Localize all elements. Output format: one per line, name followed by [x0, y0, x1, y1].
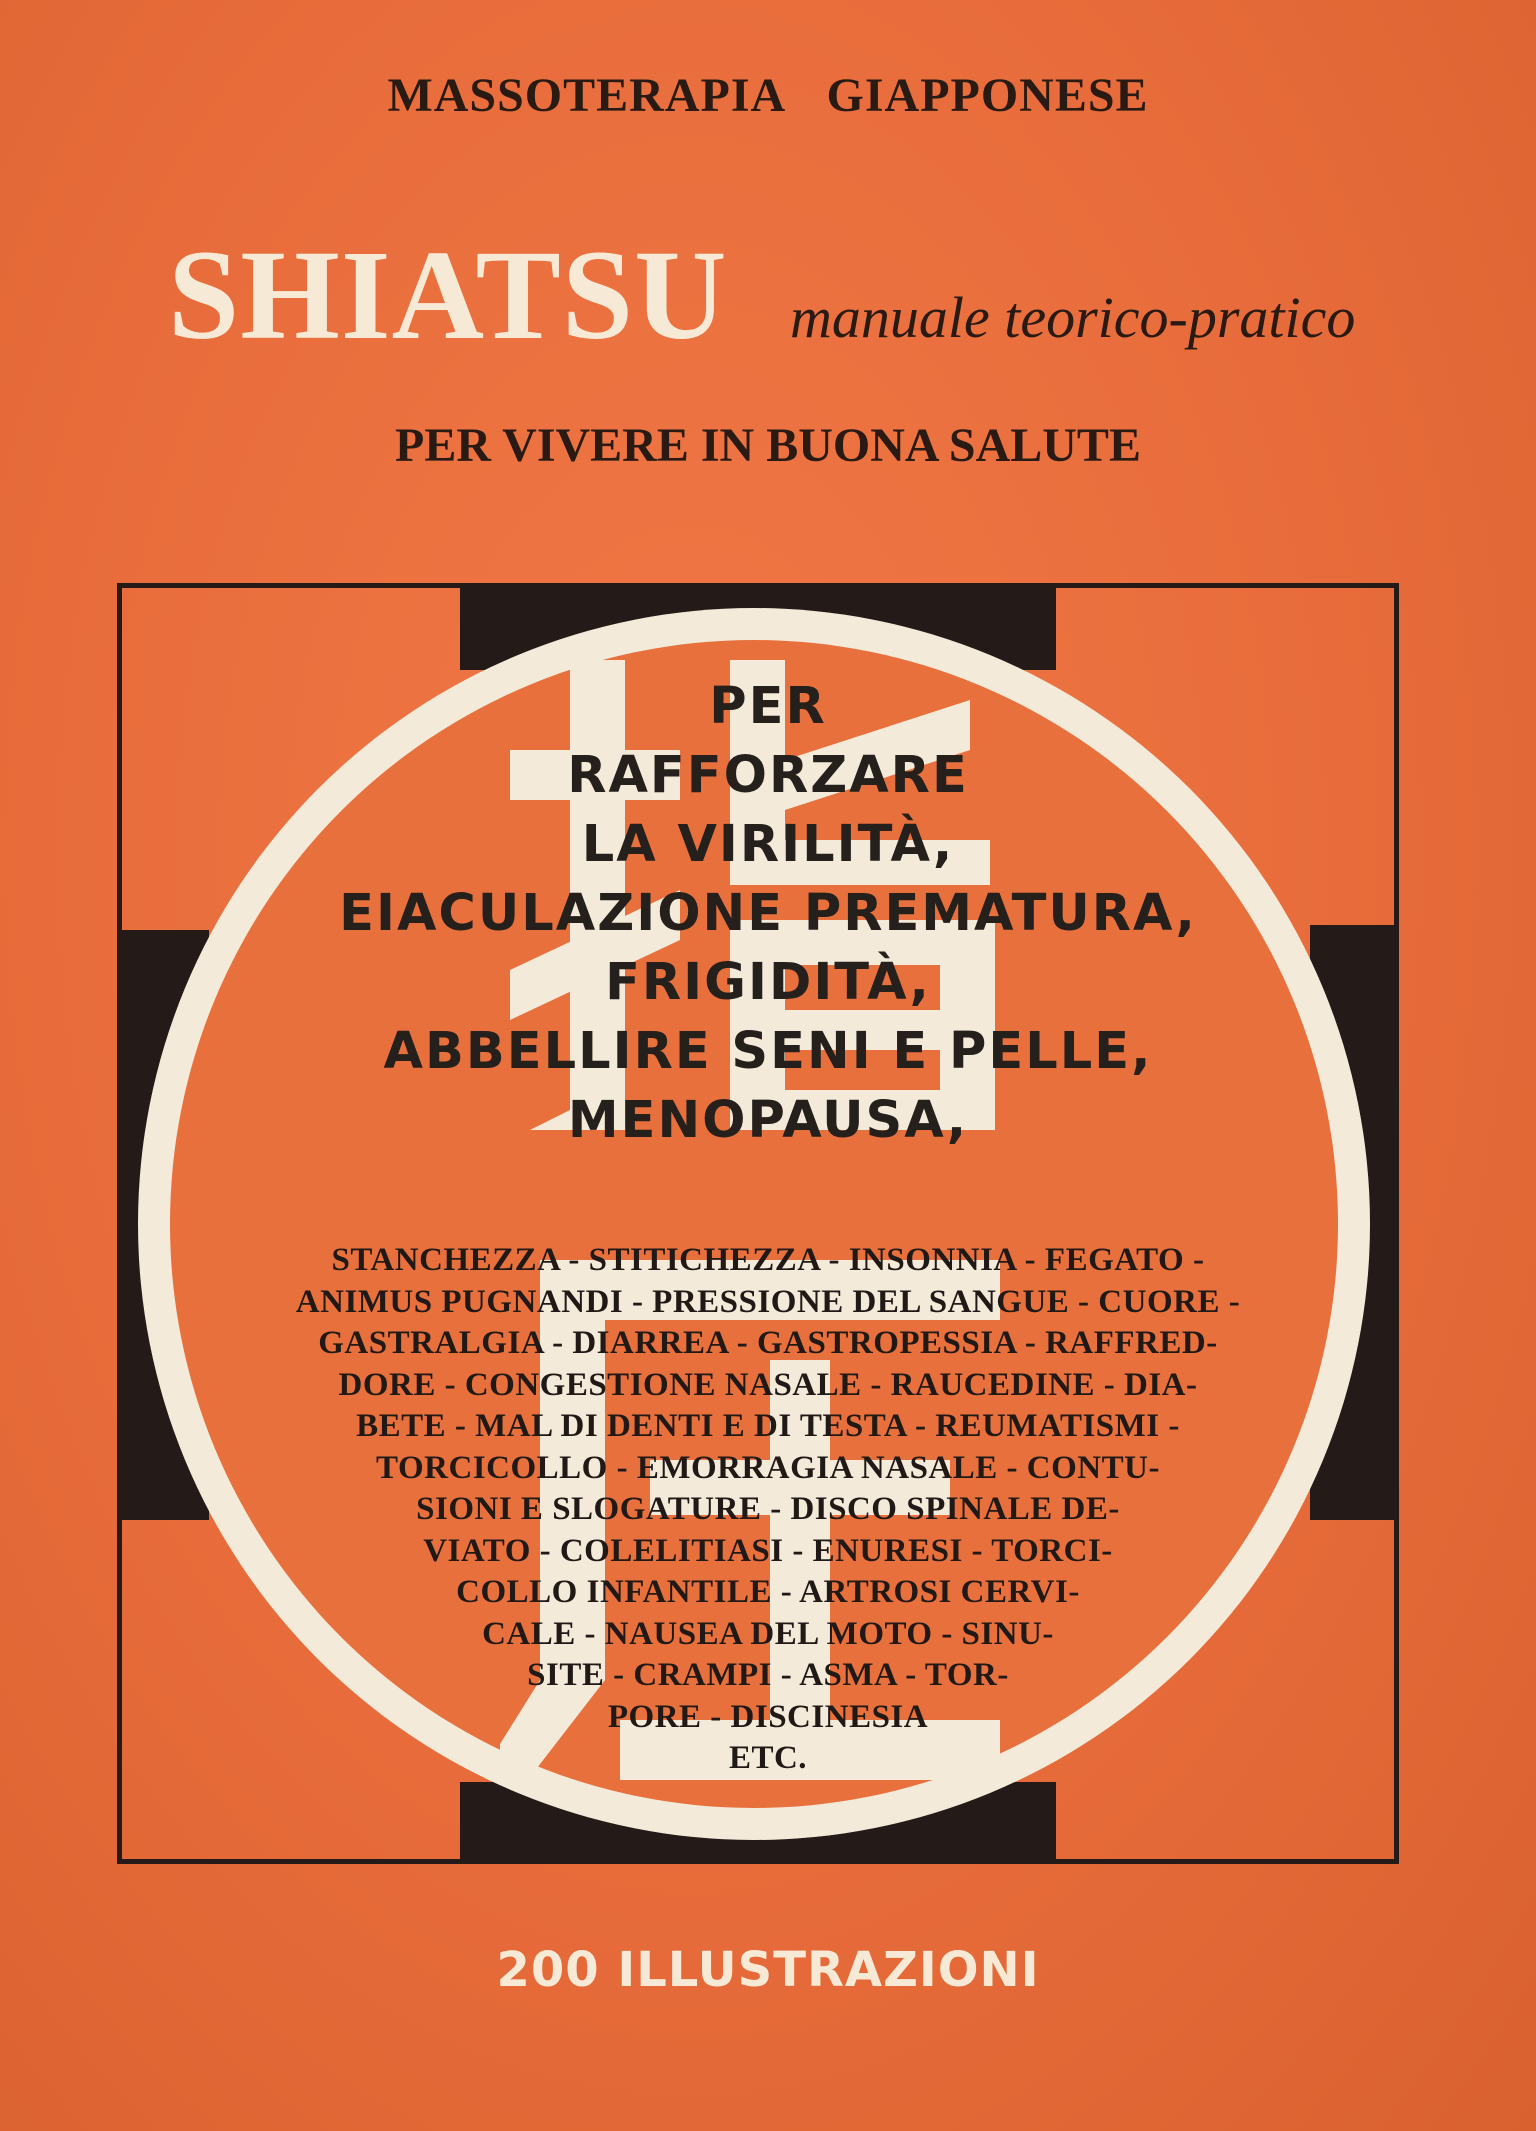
ailments-line: TORCICOLLO - EMORRAGIA NASALE - CONTU-: [376, 1449, 1160, 1486]
headline-line: ABBELLIRE SENI E PELLE,: [383, 1022, 1153, 1081]
tagline: PER VIVERE IN BUONA SALUTE: [395, 419, 1141, 472]
ailments-line: STANCHEZZA - STITICHEZZA - INSONNIA - FEGATO -: [331, 1242, 1205, 1278]
ailments-line: SIONI E SLOGATURE - DISCO SPINALE DE-: [416, 1491, 1120, 1527]
headline-line: MENOPAUSA,: [567, 1091, 969, 1150]
ailments-line: CALE - NAUSEA DEL MOTO - SINU-: [482, 1615, 1054, 1652]
series-title: MASSOTERAPIA GIAPPONESE: [387, 69, 1149, 122]
title-row: [168, 225, 1408, 365]
illustrations-count: 200 ILLUSTRAZIONI: [496, 1942, 1040, 1998]
ailments-line: SITE - CRAMPI - ASMA - TOR-: [527, 1657, 1009, 1693]
headline-block: [120, 672, 1416, 1155]
ailments-line: VIATO - COLELITIASI - ENURESI - TORCI-: [423, 1532, 1113, 1569]
ailments-line: ETC.: [728, 1740, 808, 1776]
ailments-line: BETE - MAL DI DENTI E DI TESTA - REUMATISMI -: [356, 1408, 1180, 1444]
headline-line: RAFFORZARE: [567, 746, 969, 805]
book-subtitle: manuale teorico-pratico: [790, 285, 1356, 350]
headline-line: PER: [709, 677, 827, 736]
book-title: SHIATSU: [168, 224, 728, 366]
headline-line: EIACULAZIONE PREMATURA,: [339, 884, 1197, 943]
ailments-line: COLLO INFANTILE - ARTROSI CERVI-: [456, 1574, 1080, 1610]
ailments-line: GASTRALGIA - DIARREA - GASTROPESSIA - RAFFRED-: [318, 1325, 1218, 1361]
ailments-line: PORE - DISCINESIA: [607, 1698, 929, 1735]
ailments-line: ANIMUS PUGNANDI - PRESSIONE DEL SANGUE - CUORE -: [295, 1283, 1241, 1320]
ailments-line: DORE - CONGESTIONE NASALE - RAUCEDINE - DIA-: [338, 1366, 1198, 1403]
ailments-list: [120, 1240, 1416, 1780]
headline-line: FRIGIDITÀ,: [605, 953, 931, 1012]
headline-line: LA VIRILITÀ,: [581, 815, 955, 874]
